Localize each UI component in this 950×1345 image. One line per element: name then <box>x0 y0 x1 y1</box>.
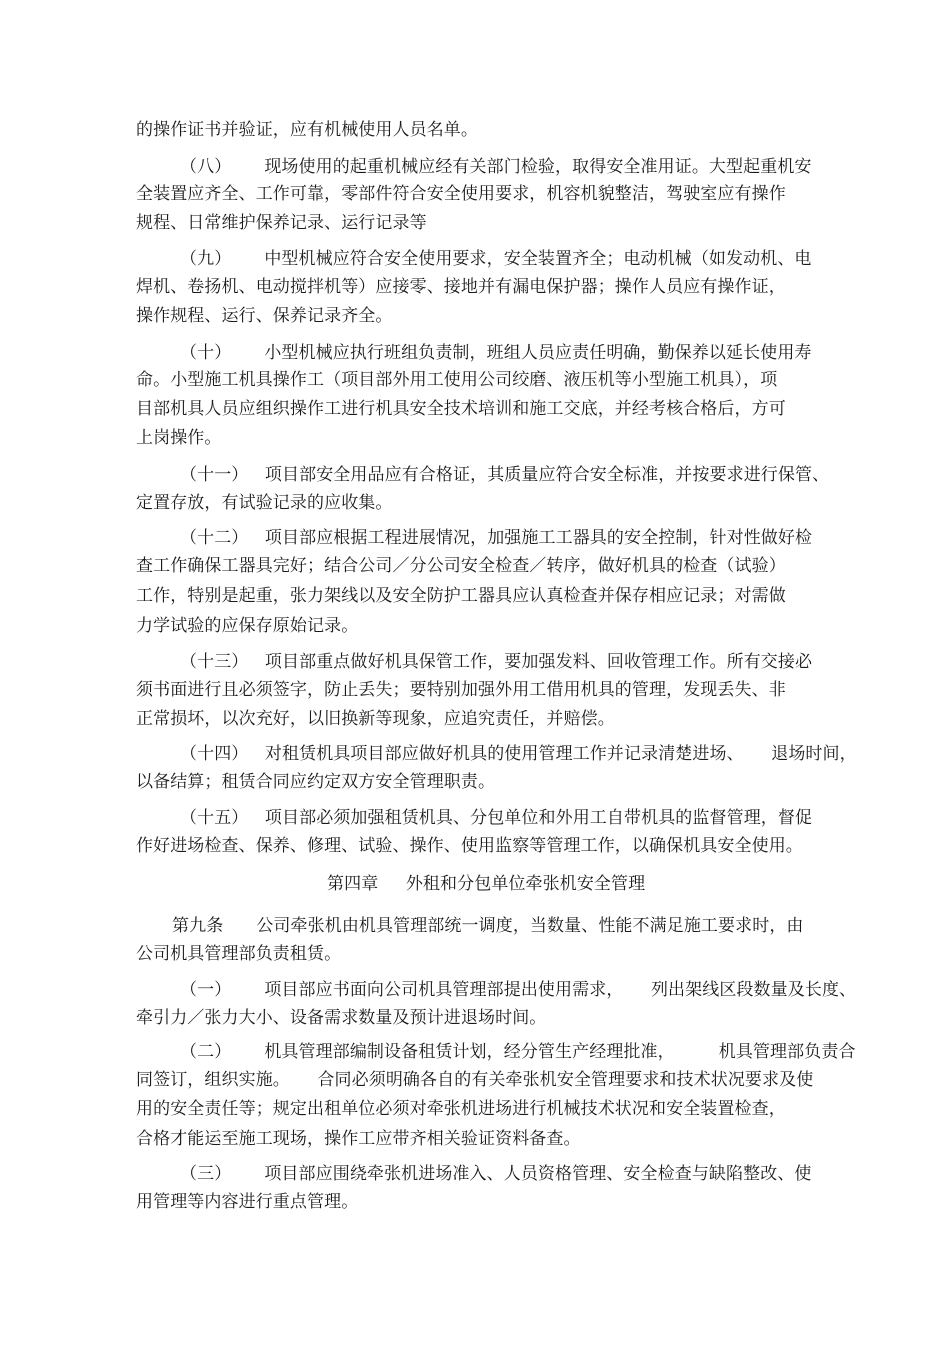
text-line: 用的安全责任等；规定出租单位必须对牵张机进场进行机械技术状况和安全装置检查， <box>136 1099 786 1119</box>
text-line: （二） 机具管理部编制设备租赁计划，经分管生产经理批准， 机具管理部负责合 <box>180 1042 856 1062</box>
text-line: （十一） 项目部安全用品应有合格证，其质量应符合安全标准，并按要求进行保管、 <box>180 465 830 485</box>
text-line: （八） 现场使用的起重机械应经有关部门检验，取得安全准用证。大型起重机安 <box>180 157 812 177</box>
text-line: 查工作确保工器具完好；结合公司／分公司安全检查／转序，做好机具的检查（试验） <box>136 556 786 576</box>
text-line: 全装置应齐全、工作可靠，零部件符合安全使用要求，机容机貌整洁，驾驶室应有操作 <box>136 184 786 204</box>
text-line: （三） 项目部应围绕牵张机进场准入、人员资格管理、安全检查与缺陷整改、使 <box>180 1164 812 1184</box>
text-line: 规程、日常维护保养记录、运行记录等 <box>136 213 427 233</box>
text-line: 牵引力／张力大小、设备需求数量及预计进退场时间。 <box>136 1008 547 1028</box>
text-line: 用管理等内容进行重点管理。 <box>136 1192 359 1212</box>
text-line: 焊机、卷扬机、电动搅拌机等）应接零、接地并有漏电保护器；操作人员应有操作证， <box>136 277 786 297</box>
text-line: 的操作证书并验证，应有机械使用人员名单。 <box>136 120 478 140</box>
text-line: 须书面进行且必须签字，防止丢失；要特别加强外用工借用机具的管理，发现丢失、非 <box>136 680 786 700</box>
text-line: 正常损坏，以次充好，以旧换新等现象，应追究责任，并赔偿。 <box>136 709 615 729</box>
text-line: （九） 中型机械应符合安全使用要求，安全装置齐全；电动机械（如发动机、电 <box>180 249 812 269</box>
text-line: 合格才能运至施工现场，操作工应带齐相关验证资料备查。 <box>136 1129 581 1149</box>
chapter-heading: 第四章 外租和分包单位牵张机安全管理 <box>327 874 646 894</box>
text-line: 作好进场检查、保养、修理、试验、操作、使用监察等管理工作，以确保机具安全使用。 <box>136 836 803 856</box>
text-line: （十） 小型机械应执行班组负责制，班组人员应责任明确，勤保养以延长使用寿 <box>180 343 812 363</box>
text-line: 公司机具管理部负责租赁。 <box>136 944 342 964</box>
text-line: 同签订，组织实施。 合同必须明确各自的有关牵张机安全管理要求和技术状况要求及使 <box>136 1070 814 1090</box>
text-line: 力学试验的应保存原始记录。 <box>136 616 359 636</box>
text-line: 目部机具人员应组织操作工进行机具安全技术培训和施工交底，并经考核合格后，方可 <box>136 399 786 419</box>
text-line: 上岗操作。 <box>136 428 222 448</box>
text-line: （十五） 项目部必须加强租赁机具、分包单位和外用工自带机具的监督管理，督促 <box>180 808 813 828</box>
text-line: 工作，特别是起重，张力架线以及安全防护工器具应认真检查并保存相应记录；对需做 <box>136 586 786 606</box>
text-line: （十三） 项目部重点做好机具保管工作，要加强发料、回收管理工作。所有交接必 <box>180 652 813 672</box>
text-line: （十二） 项目部应根据工程进展情况，加强施工工器具的安全控制，针对性做好检 <box>180 528 813 548</box>
text-line: 定置存放，有试验记录的应收集。 <box>136 493 393 513</box>
text-line: 命。小型施工机具操作工（项目部外用工使用公司绞磨、液压机等小型施工机具），项 <box>136 370 778 390</box>
text-line: 以备结算；租赁合同应约定双方安全管理职责。 <box>136 772 496 792</box>
text-line: （十四） 对租赁机具项目部应做好机具的使用管理工作并记录清楚进场、 退场时间， <box>180 744 857 764</box>
text-line: 操作规程、运行、保养记录齐全。 <box>136 306 393 326</box>
text-line: （一） 项目部应书面向公司机具管理部提出使用需求， 列出架线区段数量及长度、 <box>180 980 857 1000</box>
text-line: 第九条 公司牵张机由机具管理部统一调度，当数量、性能不满足施工要求时，由 <box>172 916 804 936</box>
